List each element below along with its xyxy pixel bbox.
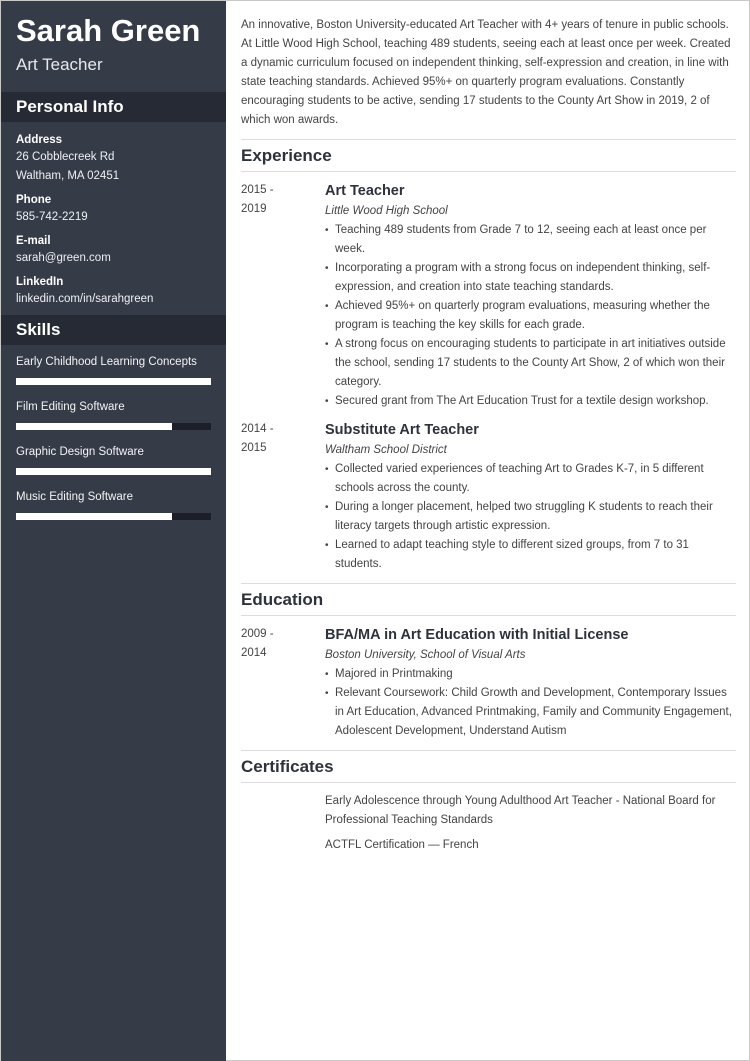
certificate-list <box>241 783 736 855</box>
date-end: 2014 <box>241 647 267 659</box>
education-entry <box>241 625 736 741</box>
main-content <box>241 1 736 861</box>
skill-bar-fill <box>16 468 211 475</box>
skill-item <box>16 355 211 385</box>
education-section <box>241 583 736 741</box>
personal-info-heading: Personal Info <box>1 92 226 122</box>
experience-entry <box>241 420 736 574</box>
entry-dates <box>241 420 325 574</box>
bullet-item: • Teaching 489 students from Grade 7 to 12, seeing each at least once per week. <box>325 221 736 259</box>
address-line-2: Waltham, MA 02451 <box>16 170 120 182</box>
experience-entry <box>241 181 736 411</box>
address-line-1: 26 Cobblecreek Rd <box>16 151 115 163</box>
skill-name: Early Childhood Learning Concepts <box>16 356 197 368</box>
bullet-item: • Collected varied experiences of teaching Art to Grades K-7, in 5 different schools across the county. <box>325 460 736 498</box>
job-title: Substitute Art Teacher <box>325 422 479 438</box>
linkedin-label: LinkedIn <box>16 276 64 288</box>
skills-heading: Skills <box>1 315 226 345</box>
certificate-item: Early Adolescence through Young Adulthood Art Teacher - National Board for Professional Teaching Standards <box>325 795 716 826</box>
bullet-item: • Achieved 95%+ on quarterly program evaluations, measuring whether the program is teaching the key skills for each grade. <box>325 297 736 335</box>
address-group <box>16 132 211 186</box>
skill-bar-fill <box>16 513 172 520</box>
skill-item <box>16 400 211 430</box>
skill-bar <box>16 378 211 385</box>
sidebar <box>1 1 226 1061</box>
candidate-title: Art Teacher <box>16 55 103 74</box>
bullet-item: • Majored in Printmaking <box>325 665 736 684</box>
date-end: 2015 <box>241 442 267 454</box>
date-end: 2019 <box>241 203 267 215</box>
date-start: 2014 - <box>241 423 274 435</box>
linkedin-link[interactable]: linkedin.com/in/sarahgreen <box>16 293 154 305</box>
entry-dates <box>241 625 325 741</box>
skill-bar <box>16 423 211 430</box>
personal-info <box>1 122 226 309</box>
entry-body <box>325 420 736 574</box>
skill-item <box>16 445 211 475</box>
certificates-section <box>241 750 736 855</box>
entry-body <box>325 625 736 741</box>
experience-heading: Experience <box>241 146 736 172</box>
bullet-item: • Relevant Coursework: Child Growth and Development, Contemporary Issues in Art Education, Advanced Printmaking, Family and Community Engagement, Adolescent Development, Understand Autism <box>325 684 736 741</box>
email-link[interactable]: sarah@green.com <box>16 252 111 264</box>
school: Boston University, School of Visual Arts <box>325 649 526 661</box>
skill-name: Graphic Design Software <box>16 446 144 458</box>
entry-body <box>325 181 736 411</box>
skill-bar-fill <box>16 423 172 430</box>
job-bullets <box>325 460 736 574</box>
email-label: E-mail <box>16 235 51 247</box>
date-start: 2015 - <box>241 184 274 196</box>
phone-label: Phone <box>16 194 52 206</box>
summary: An innovative, Boston University-educated Art Teacher with 4+ years of tenure in public schools. At Little Wood High School, teaching 489 students, seeing each at least once per week. Created a dynamic curriculum focused on independent thinking, self-expression and creation, in line with state teaching standards. Achieved 95%+ on quarterly program evaluations. Constantly encouraging students to be active, sending 17 students to the County Art Show in 2019, 2 of which won awards. <box>241 19 731 126</box>
skill-bar <box>16 513 211 520</box>
bullet-item: • A strong focus on encouraging students to participate in art initiatives outside the school, sending 17 students to the County Art Show, 2 of which won their category. <box>325 335 736 392</box>
bullet-item: • Incorporating a program with a strong focus on independent thinking, self-expression, and creation into state teaching standards. <box>325 259 736 297</box>
employer: Little Wood High School <box>325 205 448 217</box>
email-group <box>16 233 211 268</box>
education-heading: Education <box>241 590 736 616</box>
skill-bar <box>16 468 211 475</box>
job-title: Art Teacher <box>325 183 405 199</box>
bullet-item: • During a longer placement, helped two struggling K students to reach their literacy targets through artistic expression. <box>325 498 736 536</box>
phone-value: 585-742-2219 <box>16 211 88 223</box>
experience-section <box>241 139 736 574</box>
bullet-item: • Learned to adapt teaching style to different sized groups, from 7 to 31 students. <box>325 536 736 574</box>
certificates-heading: Certificates <box>241 757 736 783</box>
date-start: 2009 - <box>241 628 274 640</box>
linkedin-group <box>16 274 211 309</box>
skill-name: Music Editing Software <box>16 491 133 503</box>
certificate-item: ACTFL Certification — French <box>325 839 479 851</box>
entry-dates <box>241 181 325 411</box>
skill-item <box>16 490 211 520</box>
employer: Waltham School District <box>325 444 447 456</box>
skill-bar-fill <box>16 378 211 385</box>
address-label: Address <box>16 134 63 146</box>
bullet-item: • Secured grant from The Art Education Trust for a textile design workshop. <box>325 392 736 411</box>
skills-list <box>1 345 226 520</box>
phone-group <box>16 192 211 227</box>
education-bullets <box>325 665 736 741</box>
job-bullets <box>325 221 736 411</box>
skill-name: Film Editing Software <box>16 401 125 413</box>
candidate-name: Sarah Green <box>16 13 201 48</box>
degree-title: BFA/MA in Art Education with Initial License <box>325 627 629 643</box>
